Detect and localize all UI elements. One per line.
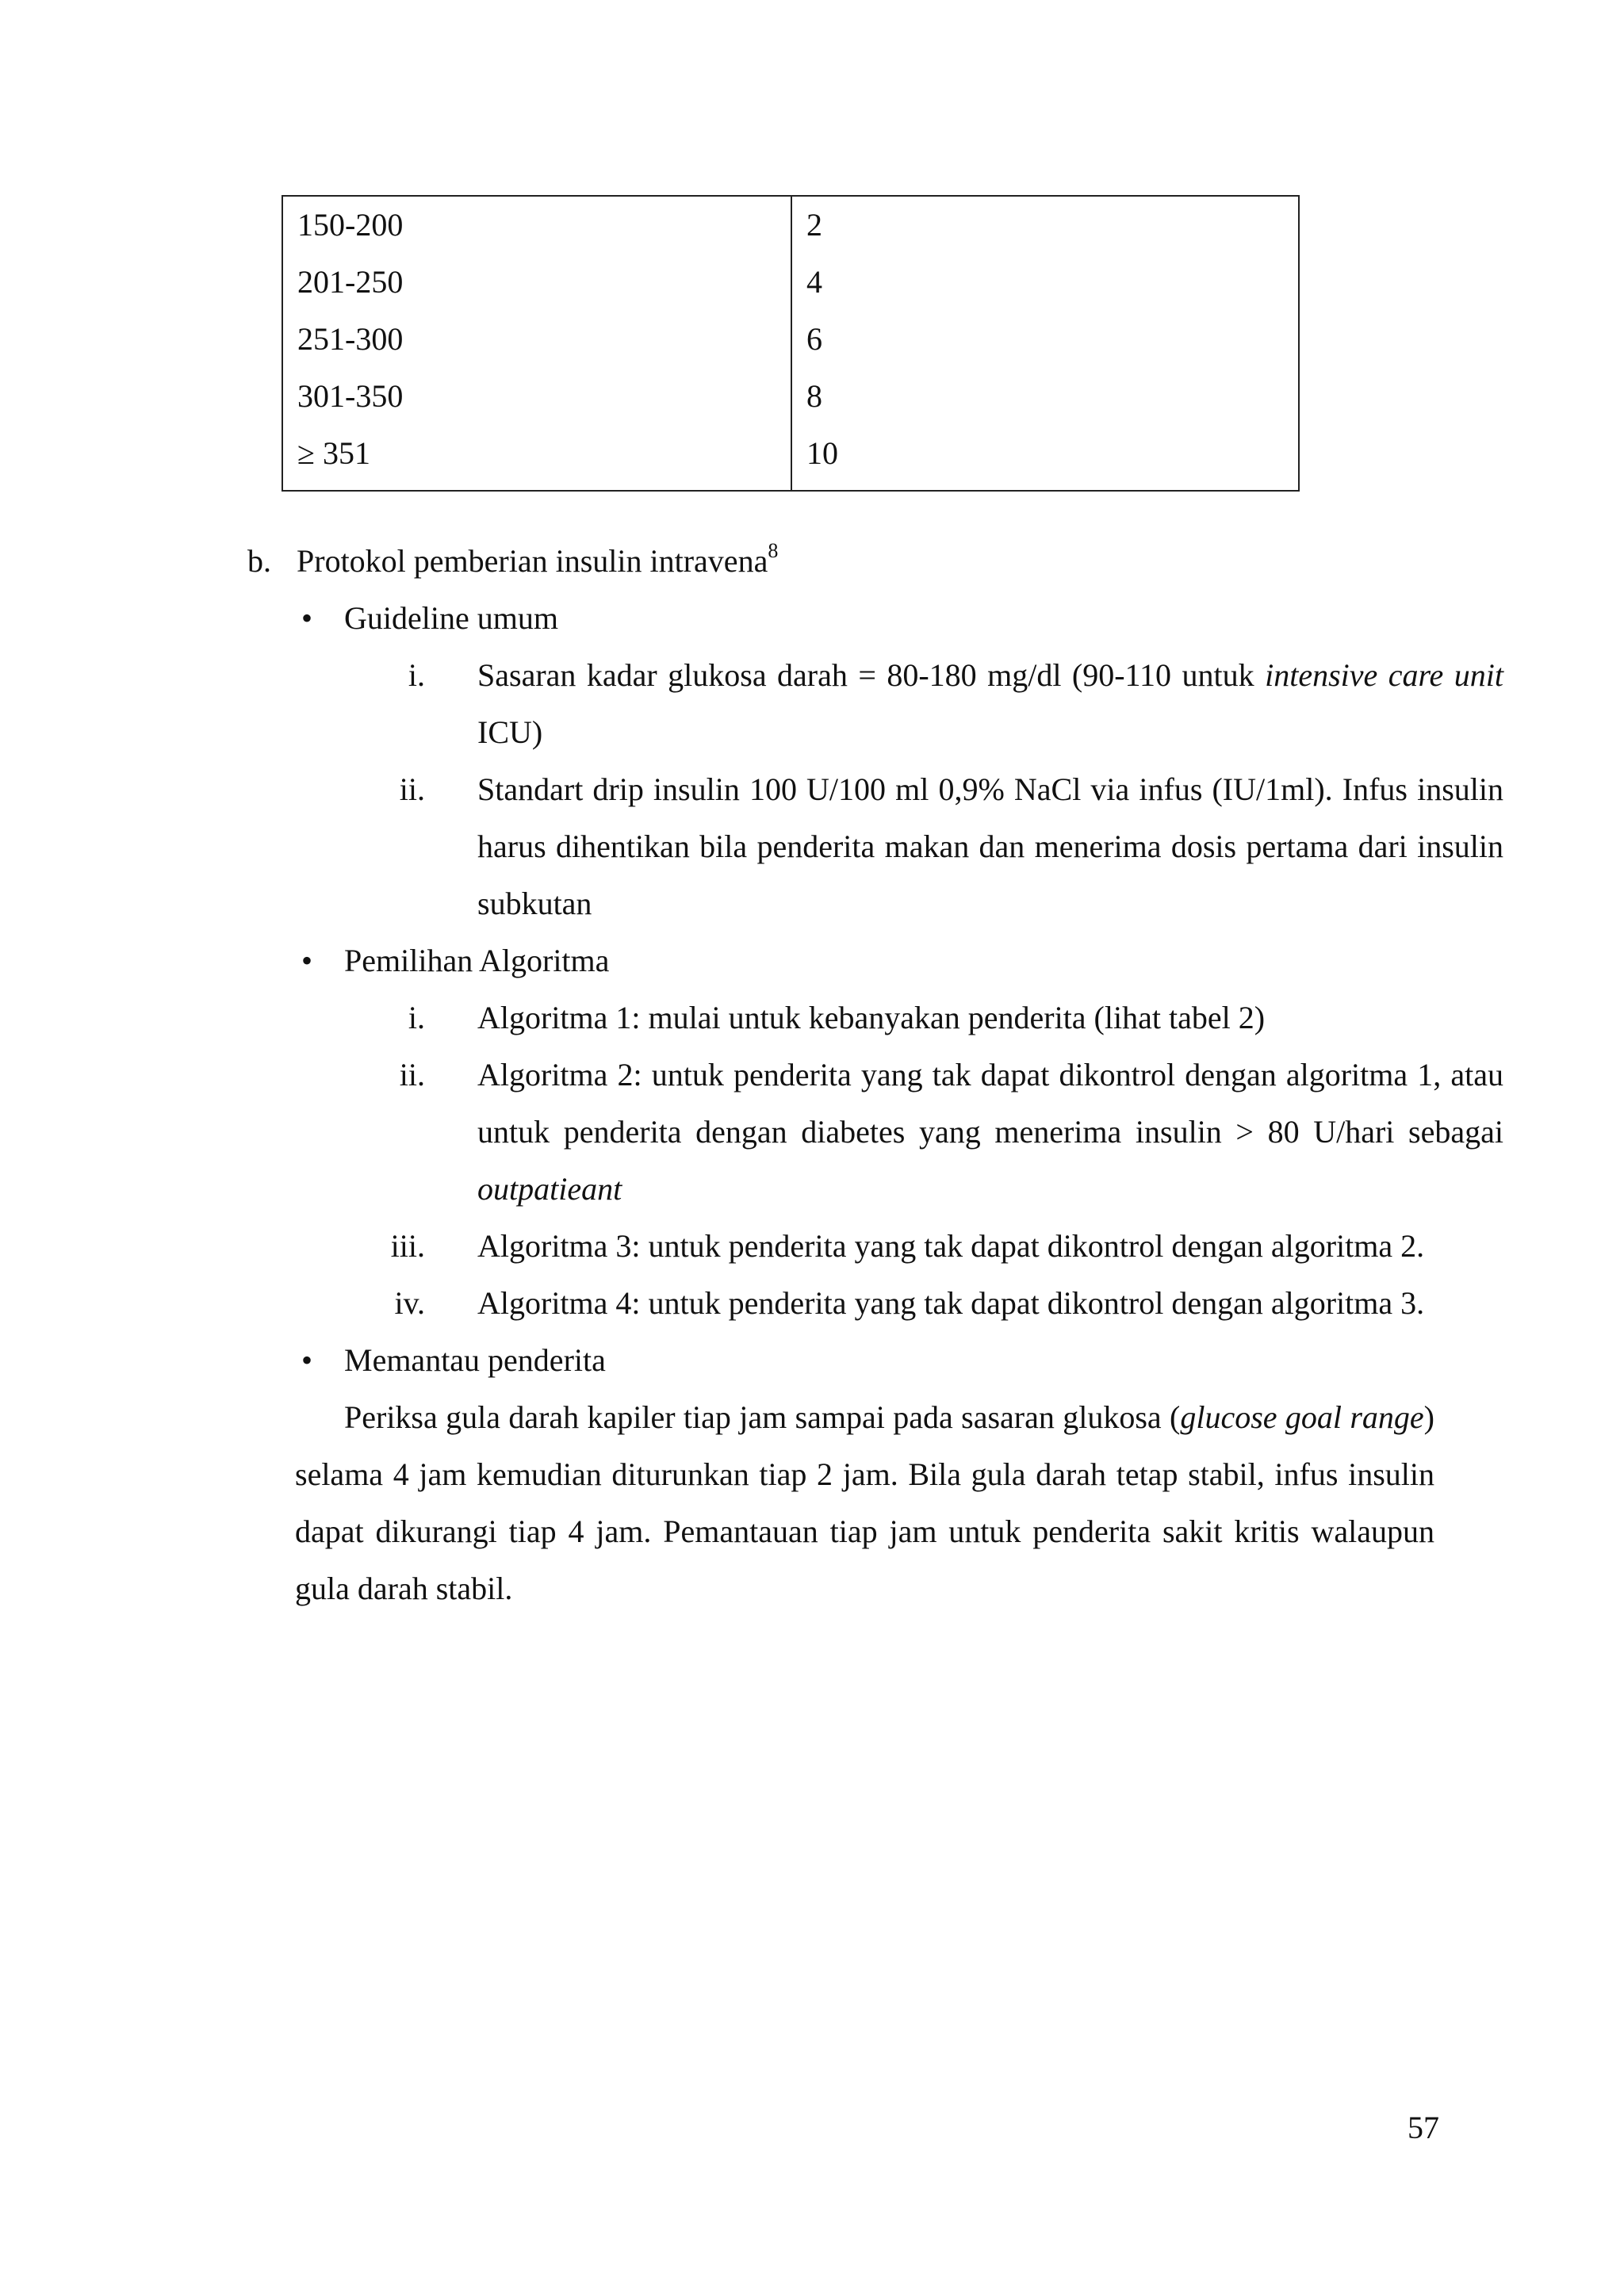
bullet-icon: • (301, 943, 312, 978)
paragraph-italic: glucose goal range (1180, 1399, 1424, 1435)
item-text (477, 989, 1503, 1047)
list-item (330, 761, 1503, 932)
paragraph-text: Periksa gula darah kapiler tiap jam sampai pada sasaran glukosa ( (344, 1399, 1181, 1435)
footnote-ref: 8 (768, 538, 779, 562)
bullet-icon: • (301, 1342, 312, 1378)
range-column (282, 196, 791, 491)
list-item (330, 1275, 1437, 1332)
section-heading (247, 533, 1437, 590)
range-cell: 301-350 (297, 378, 404, 414)
bullet-monitoring (295, 1332, 1437, 1389)
table-row (282, 196, 1299, 491)
page-number: 57 (1408, 2110, 1439, 2145)
dose-cell: 8 (806, 378, 822, 414)
dose-column (791, 196, 1299, 491)
list-item (330, 1047, 1503, 1218)
item-number: i. (408, 657, 425, 693)
dose-cell: 10 (806, 435, 838, 471)
item-text-part: Algoritma 4: untuk penderita yang tak dapat dikontrol dengan algoritma 3. (477, 1285, 1425, 1321)
item-text (477, 1218, 1503, 1275)
item-text-part: ICU) (477, 714, 543, 750)
section-title (297, 533, 778, 590)
dose-table (282, 195, 1300, 492)
bullet-guideline (295, 590, 1437, 647)
bullet-heading: Guideline umum (344, 600, 558, 636)
item-number: ii. (399, 771, 425, 807)
item-number: ii. (399, 1057, 425, 1093)
item-text-part: Algoritma 1: mulai untuk kebanyakan penderita (lihat tabel 2) (477, 1000, 1266, 1035)
range-cell: 251-300 (297, 321, 404, 357)
item-text-part: Algoritma 2: untuk penderita yang tak dapat dikontrol dengan algoritma 1, atau untuk penderita dengan diabetes yang menerima insulin > 80 U/hari sebagai (477, 1057, 1503, 1150)
range-cell: ≥ 351 (297, 435, 370, 471)
section-letter: b. (247, 543, 271, 579)
monitoring-paragraph (295, 1389, 1434, 1617)
item-text (477, 1275, 1503, 1332)
list-item (330, 647, 1503, 761)
item-number: iii. (390, 1228, 425, 1264)
dose-cell: 4 (806, 264, 822, 300)
section-title-text: Protokol pemberian insulin intravena (297, 543, 768, 579)
list-item (330, 989, 1437, 1047)
item-text (477, 1047, 1503, 1218)
item-text-italic: intensive care unit (1265, 657, 1503, 693)
paragraph-text: ) selama 4 jam kemudian diturunkan tiap 2 jam. Bila gula darah tetap stabil, infus insulin dapat dikurangi tiap 4 jam. Pemantauan tiap jam untuk penderita sakit kritis walaupun gula darah stabil. (295, 1399, 1434, 1606)
bullet-algoritma (295, 932, 1437, 989)
item-text-part: Algoritma 3: untuk penderita yang tak dapat dikontrol dengan algoritma 2. (477, 1228, 1425, 1264)
item-text-part: Sasaran kadar glukosa darah = 80-180 mg/dl (90-110 untuk (477, 657, 1266, 693)
item-number: iv. (394, 1285, 425, 1321)
bullet-icon: • (301, 600, 312, 636)
bullet-heading: Memantau penderita (344, 1342, 606, 1378)
range-cell: 150-200 (297, 207, 404, 243)
protocol-section (247, 533, 1503, 1617)
dose-cell: 6 (806, 321, 822, 357)
item-text-part: Standart drip insulin 100 U/100 ml 0,9% NaCl via infus (IU/1ml). Infus insulin harus dihentikan bila penderita makan dan menerima dosis pertama dari insulin subkutan (477, 771, 1503, 921)
item-text (477, 761, 1503, 932)
item-text (477, 647, 1503, 761)
range-cell: 201-250 (297, 264, 404, 300)
item-text-italic: outpatieant (477, 1171, 622, 1207)
bullet-heading: Pemilihan Algoritma (344, 943, 610, 978)
list-item (330, 1218, 1437, 1275)
dose-cell: 2 (806, 207, 822, 243)
item-number: i. (408, 1000, 425, 1035)
